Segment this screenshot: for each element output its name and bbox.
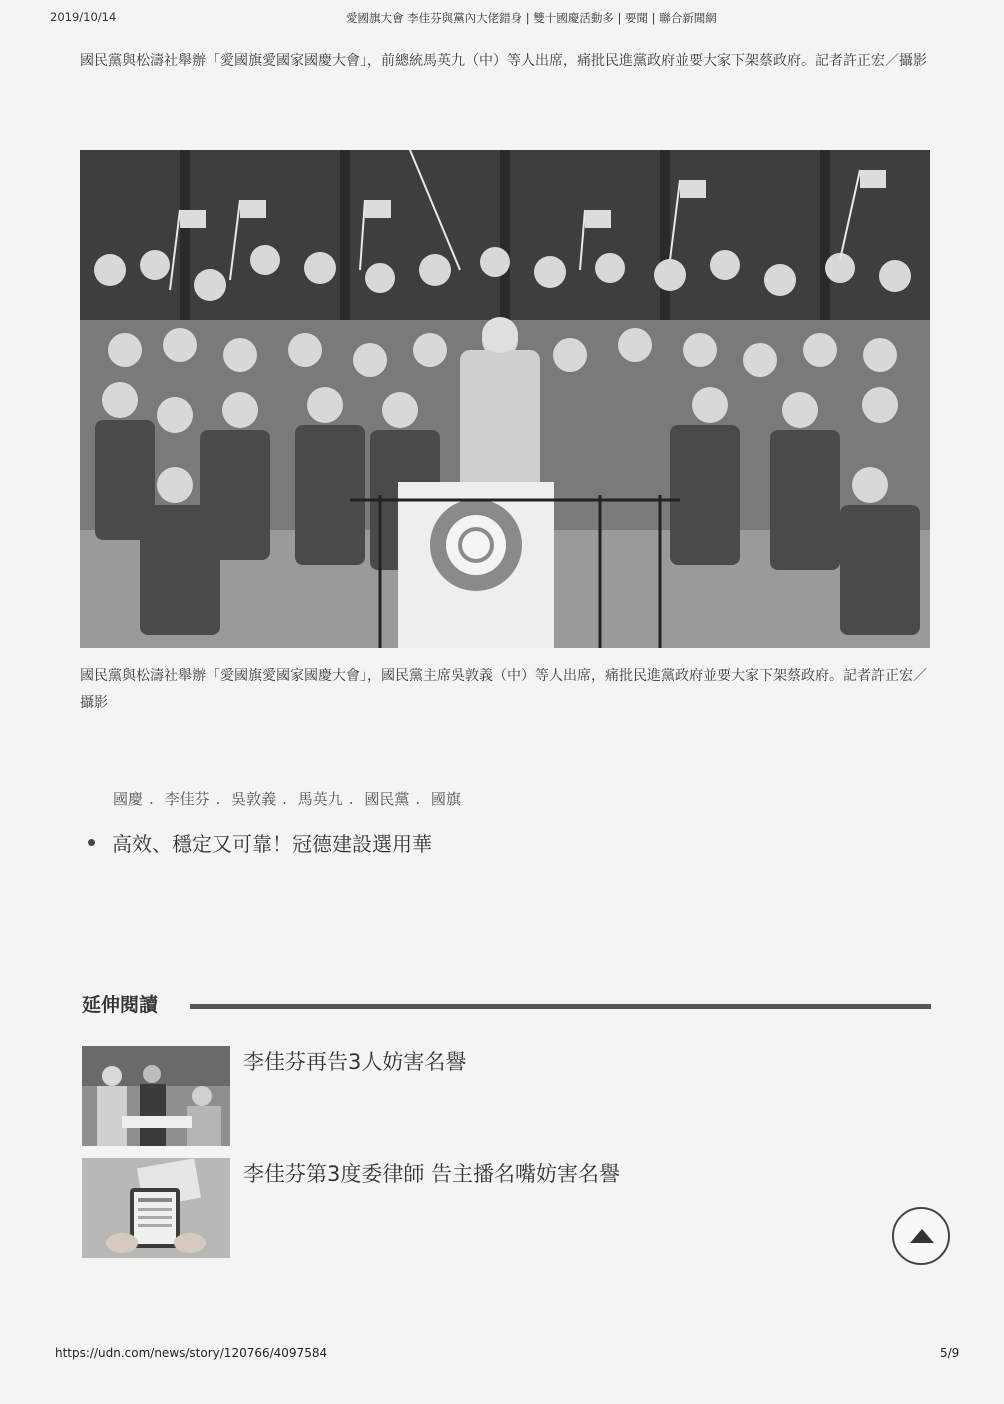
top-photo-caption: 國民黨與松濤社舉辦「愛國旗愛國家國慶大會」，前總統馬英九（中）等人出席，痛批民進黨政府並要大家下架蔡政府。記者許正宏／攝影 xyxy=(80,53,927,69)
photo-caption: 國民黨與松濤社舉辦「愛國旗愛國家國慶大會」，國民黨主席吳敦義（中）等人出席，痛批民進黨政府並要大家下架蔡政府。記者許正宏／攝影 xyxy=(80,668,927,711)
newspaper-tablet-icon xyxy=(82,1158,230,1258)
tag-link[interactable]: 國慶 xyxy=(113,790,144,808)
print-title: 愛國旗大會 李佳芬與黨內大佬錯身 | 雙十國慶活動多 | 要聞 | 聯合新聞網 xyxy=(346,11,717,25)
promo-text: 高效、穩定又可靠！冠德建設選用華 xyxy=(112,832,432,856)
tag-link[interactable]: 李佳芬 xyxy=(164,790,210,808)
tag-link[interactable]: 國旗 xyxy=(430,790,461,808)
print-header xyxy=(50,10,954,28)
bullet-icon xyxy=(88,839,95,846)
promo-link[interactable] xyxy=(88,828,432,857)
tag-link[interactable]: 馬英九 xyxy=(297,790,343,808)
related-title: 李佳芬第3度委律師 告主播名嘴妨害名譽 xyxy=(243,1162,621,1186)
news-photo xyxy=(80,150,930,648)
scroll-to-top-button[interactable] xyxy=(892,1207,950,1265)
triangle-up-icon xyxy=(908,1227,936,1245)
crowd-photo-illustration xyxy=(80,150,930,648)
press-photo-icon xyxy=(82,1046,230,1146)
print-date: 2019/10/14 xyxy=(50,10,117,24)
footer-url: https://udn.com/news/story/120766/4097584 xyxy=(55,1346,328,1360)
related-heading: 延伸閱讀 xyxy=(82,994,159,1016)
tag-link[interactable]: 吳敦義 xyxy=(231,790,277,808)
related-item[interactable] xyxy=(82,1046,942,1146)
tag-link[interactable]: 國民黨 xyxy=(364,790,410,808)
related-item[interactable] xyxy=(82,1158,942,1258)
related-title: 李佳芬再告3人妨害名譽 xyxy=(243,1050,467,1074)
tag-list: 國慶 . 李佳芬 . 吳敦義 . 馬英九 . 國民黨 . 國旗 xyxy=(113,790,461,808)
footer-page-number: 5/9 xyxy=(940,1346,960,1360)
related-divider xyxy=(190,1004,931,1009)
